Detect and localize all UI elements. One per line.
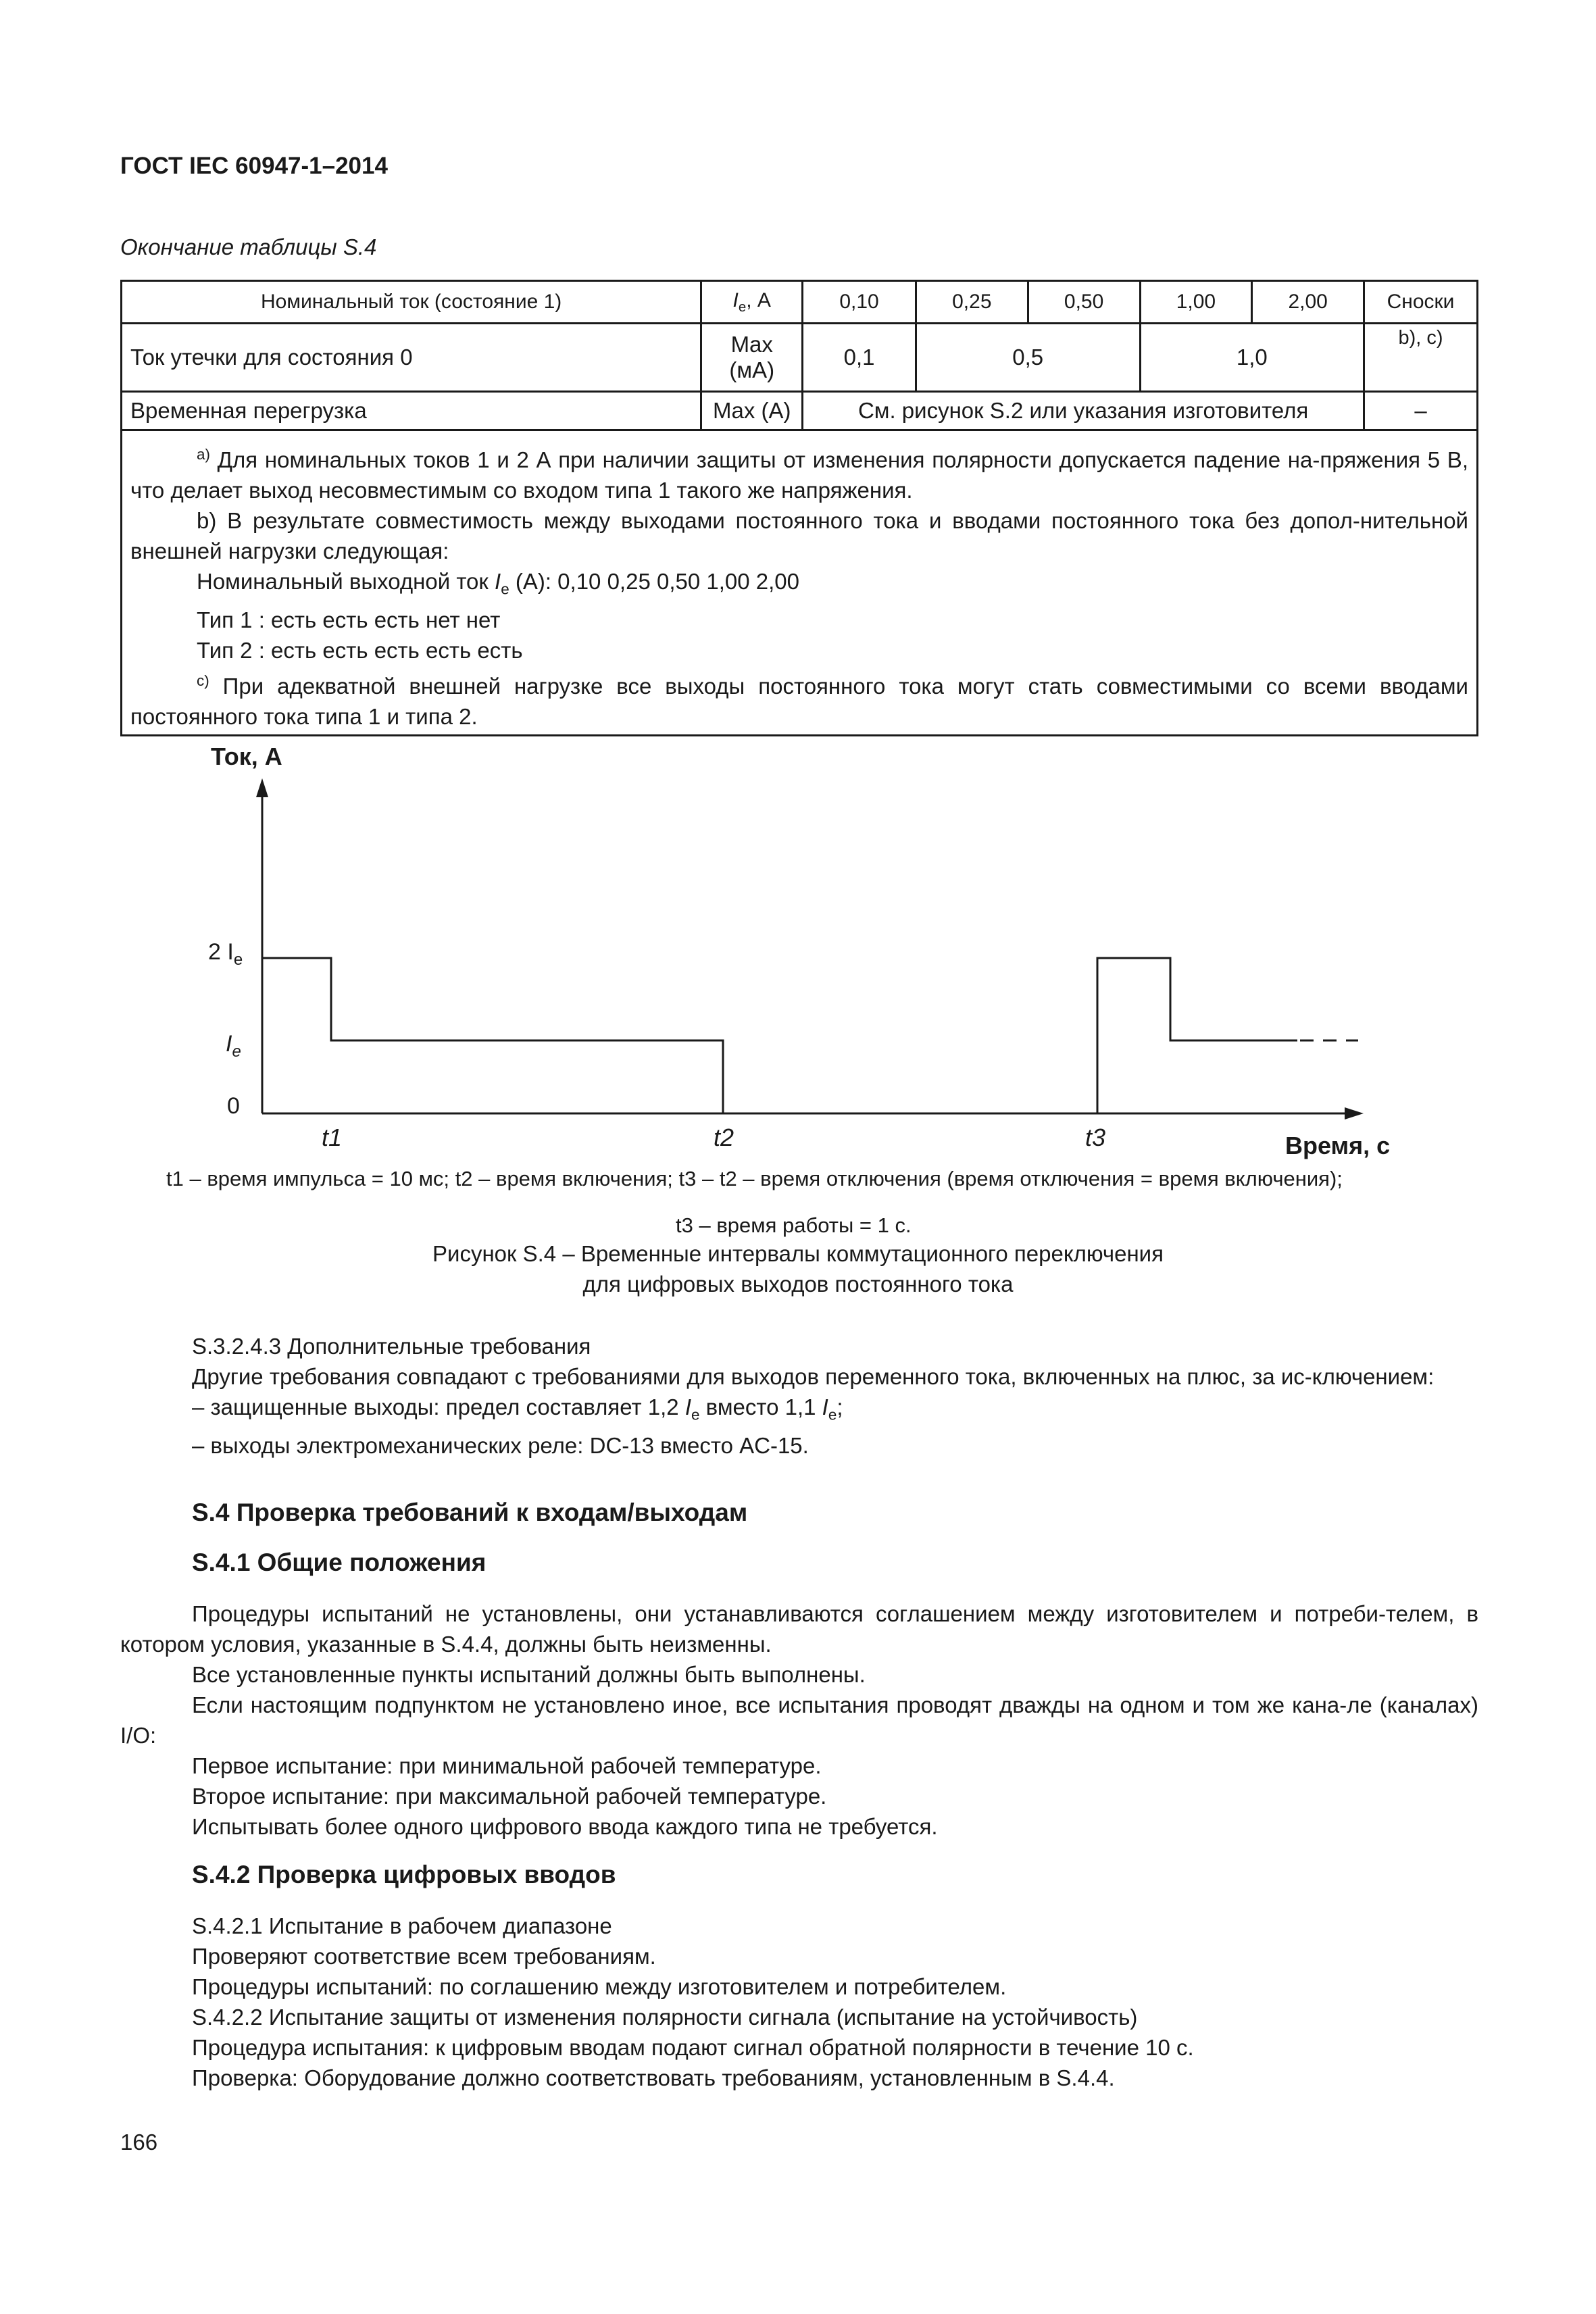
y-tick-0: 0: [227, 1093, 240, 1119]
overload-value: См. рисунок S.2 или указания изготовителя: [803, 392, 1364, 430]
section-s4: [120, 1499, 1478, 1527]
y-axis-arrow: [256, 778, 268, 797]
s41-p2: Все установленные пункты испытаний должны быть выполнены.: [192, 1662, 866, 1687]
leakage-label: Ток утечки для состояния 0: [122, 324, 701, 392]
figure-caption: [0, 1238, 1596, 1299]
overload-unit: Max (А): [701, 392, 803, 430]
note-b: b) В результате совместимость между выходами постоянного тока и вводами постоянного тока без допол-нительной внешней нагрузки следующая:: [130, 508, 1468, 563]
header-footnotes: Сноски: [1364, 281, 1478, 324]
s3243-title: S.3.2.4.3 Дополнительные требования: [192, 1334, 591, 1359]
table-caption: Окончание таблицы S.4: [120, 234, 377, 259]
s3243-p1: Другие требования совпадают с требованиями для выходов переменного тока, включенных на плюс, за ис-ключением:: [192, 1364, 1435, 1389]
y-tick-2ie: 2 $I_e$: [208, 939, 243, 969]
overload-label: Временная перегрузка: [122, 392, 701, 430]
leakage-value: 1,0: [1140, 324, 1364, 392]
leakage-value: 0,5: [916, 324, 1140, 392]
note-c: $^{c)}$ При адекватной внешней нагрузке все выходы постоянного тока могут стать совместимыми со всеми вводами постоянного тока типа 1 и типа 2.: [130, 672, 1468, 729]
header-value: 2,00: [1252, 281, 1364, 324]
page-number: 166: [120, 2130, 158, 2155]
x-axis-label: Время, с: [1285, 1132, 1391, 1159]
leakage-value: 0,1: [803, 324, 916, 392]
s4-heading: S.4 Проверка требований к входам/выходам: [192, 1499, 748, 1526]
x-tick-t2: t2: [714, 1124, 734, 1151]
leakage-notes: b), c): [1364, 324, 1478, 392]
section-s42-body: [120, 1911, 1478, 2093]
figure-legend-line1: t1 – время импульса = 10 мс; t2 – время включения; t3 – t2 – время отключения (время отключения = время включения);: [166, 1167, 1343, 1190]
table-s4: [120, 280, 1478, 736]
note-b-line2: Тип 1 : есть есть есть нет нет: [197, 607, 501, 632]
s41-heading: S.4.1 Общие положения: [192, 1549, 487, 1576]
header-value: 0,10: [803, 281, 916, 324]
section-s42: [120, 1861, 1478, 1889]
header-value: 1,00: [1140, 281, 1252, 324]
table-header-row: [122, 281, 1478, 324]
header-nominal-current: Номинальный ток (состояние 1): [122, 281, 701, 324]
s41-p4: Первое испытание: при минимальной рабочей температуре.: [192, 1753, 822, 1778]
s42-q3: Процедуры испытаний: по соглашению между изготовителем и потребителем.: [192, 1974, 1007, 1999]
x-axis-arrow: [1345, 1107, 1364, 1120]
x-tick-t1: t1: [322, 1124, 343, 1151]
s42-q6: Проверка: Оборудование должно соответствовать требованиям, установленным в S.4.4.: [192, 2065, 1115, 2090]
s42-q2: Проверяют соответствие всем требованиям.: [192, 1944, 656, 1969]
table-notes: [122, 430, 1478, 736]
figure-caption-line1: Рисунок S.4 – Временные интервалы коммутационного переключения: [432, 1241, 1164, 1266]
header-value: 0,25: [916, 281, 1028, 324]
s41-p1: Процедуры испытаний не установлены, они устанавливаются соглашением между изготовителем и потреби-телем, в котором условия, указанные в S.4.4, должны быть неизменны.: [120, 1601, 1478, 1657]
table-row-overload: [122, 392, 1478, 430]
s3243-li1: – защищенные выходы: предел составляет 1,2 $I_e$ вместо 1,1 $I_e$;: [192, 1394, 843, 1424]
s42-q5: Процедура испытания: к цифровым вводам подают сигнал обратной полярности в течение 10 с.: [192, 2035, 1194, 2060]
header-value: 0,50: [1028, 281, 1140, 324]
s42-q1: S.4.2.1 Испытание в рабочем диапазоне: [192, 1913, 612, 1938]
section-s41-body: [120, 1599, 1478, 1842]
s41-p5: Второе испытание: при максимальной рабочей температуре.: [192, 1784, 827, 1809]
figure-legend-line2: t3 – время работы = 1 с.: [676, 1213, 912, 1237]
leakage-unit: Max (мА): [701, 324, 803, 392]
section-s3243: [120, 1331, 1478, 1461]
note-b-line1: Номинальный выходной ток $I_e$ (А): 0,10 0,25 0,50 1,00 2,00: [197, 569, 799, 598]
figure-caption-line2: для цифровых выходов постоянного тока: [582, 1272, 1014, 1297]
s3243-li2: – выходы электромеханических реле: DC-13 вместо AC-15.: [192, 1432, 809, 1458]
note-b-line3: Тип 2 : есть есть есть есть есть: [197, 637, 523, 663]
s42-heading: S.4.2 Проверка цифровых вводов: [192, 1861, 616, 1888]
s41-p6: Испытывать более одного цифрового ввода каждого типа не требуется.: [192, 1814, 938, 1839]
table-row-leakage: [122, 324, 1478, 392]
y-axis-label: Ток, А: [211, 743, 282, 770]
section-s41: [120, 1549, 1478, 1577]
overload-notes: –: [1364, 392, 1478, 430]
y-tick-ie: $I_e$: [226, 1031, 241, 1061]
document-header: ГОСТ IEC 60947-1–2014: [120, 153, 388, 179]
s42-q4: S.4.2.2 Испытание защиты от изменения полярности сигнала (испытание на устойчивость): [192, 2005, 1138, 2030]
x-tick-t3: t3: [1085, 1124, 1106, 1151]
note-a: $^{a)}$ Для номинальных токов 1 и 2 А при наличии защиты от изменения полярности допускается падение на-пряжения 5 В, что делает выход несовместимым со входом типа 1 такого же напряжения.: [130, 446, 1468, 503]
current-waveform: [262, 958, 1297, 1113]
s41-p3: Если настоящим подпунктом не установлено иное, все испытания проводят дважды на одном и том же кана-ле (каналах) I/O:: [120, 1692, 1478, 1748]
table-notes-row: [122, 430, 1478, 736]
header-ie-unit: $I_e$, А: [701, 281, 803, 324]
